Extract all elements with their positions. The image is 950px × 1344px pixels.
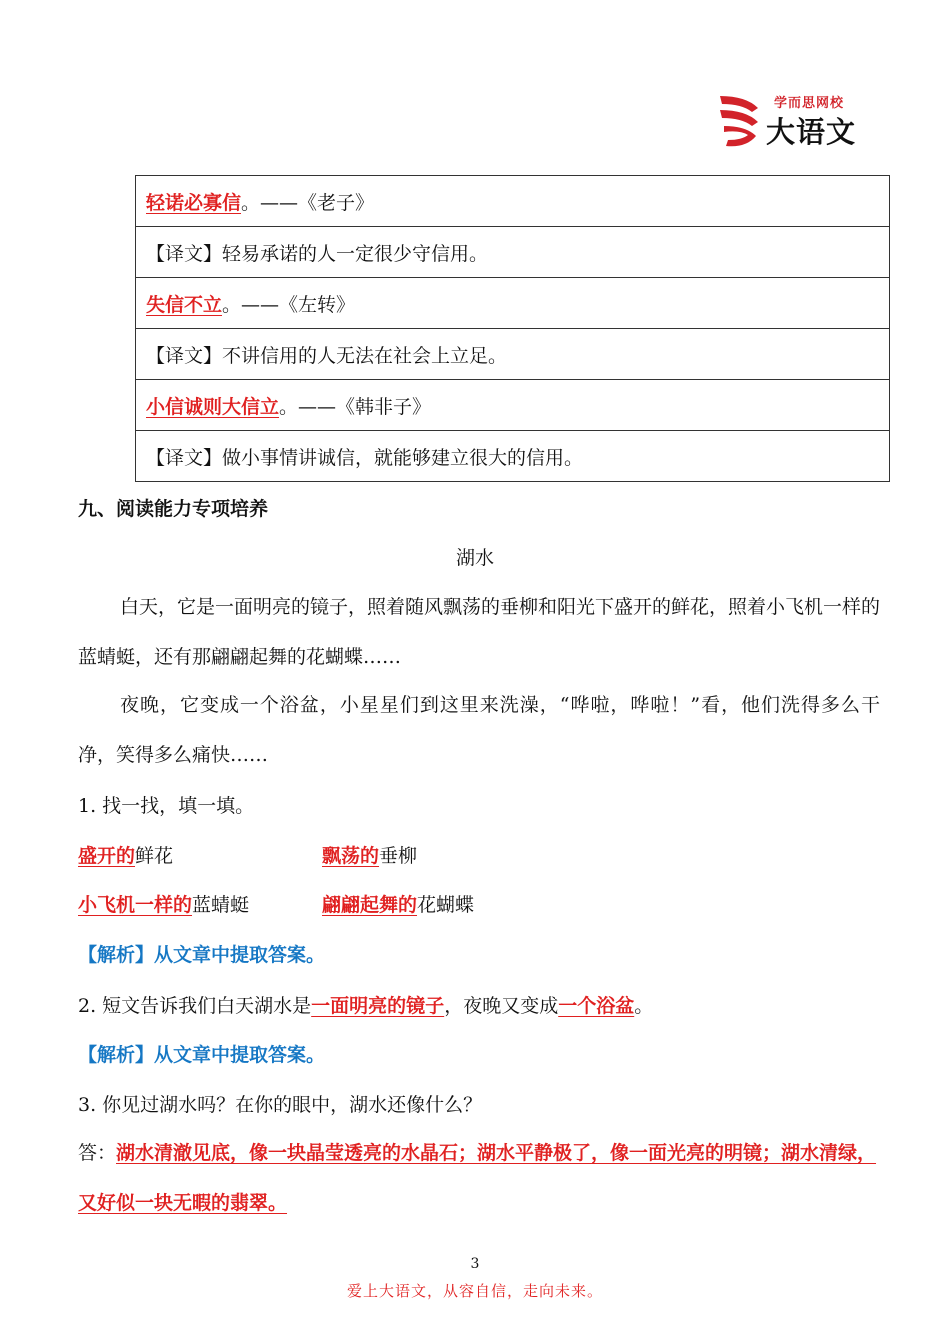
question-1-analysis: 【解析】从文章中提取答案。 xyxy=(78,944,326,966)
logo-title: 大语文 xyxy=(766,115,857,149)
question-3-prompt: 3. 你见过湖水吗？在你的眼中，湖水还像什么？ xyxy=(78,1094,483,1116)
table-row xyxy=(136,380,890,431)
question-2 xyxy=(78,991,653,1018)
question-2-answer-2: 一个浴盆 xyxy=(558,995,635,1017)
table-row xyxy=(136,176,890,227)
section-heading: 九、阅读能力专项培养 xyxy=(78,498,269,520)
question-2-answer-1: 一面明亮的镜子 xyxy=(311,995,445,1017)
question-3-answer: 湖水清澈见底，像一块晶莹透亮的水晶石；湖水平静极了，像一面光亮的明镜；湖水清绿，又好似一块无暇的翡翠。 xyxy=(78,1142,877,1214)
question-2-prefix: 2. 短文告诉我们白天湖水是 xyxy=(78,995,312,1017)
quote-source: 。——《左转》 xyxy=(222,293,356,316)
brand-logo xyxy=(716,92,866,150)
translation-text: 【译文】做小事情讲诚信，就能够建立很大的信用。 xyxy=(136,431,890,482)
fill-answer: 翩翩起舞的 xyxy=(322,894,418,916)
logo-subtitle: 学而思网校 xyxy=(774,96,845,111)
page-number: 3 xyxy=(470,1256,480,1272)
fill-item xyxy=(78,890,249,917)
translation-text: 【译文】不讲信用的人无法在社会上立足。 xyxy=(136,329,890,380)
logo-mark-icon xyxy=(716,92,764,150)
fill-answer: 盛开的 xyxy=(78,845,136,867)
quotes-table xyxy=(135,175,890,482)
answer-label: 答： xyxy=(78,1142,117,1164)
fill-item xyxy=(322,890,474,917)
quote-source: 。——《韩非子》 xyxy=(279,395,432,418)
table-row xyxy=(136,227,890,278)
quote-source: 。——《老子》 xyxy=(241,191,375,214)
table-row xyxy=(136,329,890,380)
footer-slogan: 爱上大语文，从容自信，走向未来。 xyxy=(346,1282,603,1300)
fill-noun: 鲜花 xyxy=(135,845,174,867)
table-row xyxy=(136,431,890,482)
question-3-answer-block xyxy=(78,1128,888,1228)
quote-text: 轻诺必寡信 xyxy=(146,191,242,214)
question-2-suffix: 。 xyxy=(634,995,654,1017)
quote-text: 小信诚则大信立 xyxy=(146,395,280,418)
fill-answer: 小飞机一样的 xyxy=(78,894,193,916)
fill-item xyxy=(78,841,173,868)
passage-paragraph-1: 白天，它是一面明亮的镜子，照着随风飘荡的垂柳和阳光下盛开的鲜花，照着小飞机一样的蓝蜻蜓，还有那翩翩起舞的花蝴蝶…… xyxy=(78,596,881,668)
passage-title: 湖水 xyxy=(455,547,494,569)
question-2-middle: ，夜晚又变成 xyxy=(444,995,559,1017)
fill-noun: 蓝蜻蜓 xyxy=(192,894,250,916)
fill-item xyxy=(322,841,417,868)
fill-noun: 垂柳 xyxy=(379,845,418,867)
question-1-prompt: 1. 找一找，填一填。 xyxy=(78,795,255,817)
translation-text: 【译文】轻易承诺的人一定很少守信用。 xyxy=(136,227,890,278)
fill-answer: 飘荡的 xyxy=(322,845,380,867)
table-row xyxy=(136,278,890,329)
question-2-analysis: 【解析】从文章中提取答案。 xyxy=(78,1044,326,1066)
passage-paragraph-2: 夜晚，它变成一个浴盆，小星星们到这里来洗澡，“哗啦，哗啦！”看，他们洗得多么干净，笑得多么痛快…… xyxy=(78,694,880,766)
quote-text: 失信不立 xyxy=(146,293,223,316)
fill-noun: 花蝴蝶 xyxy=(417,894,475,916)
